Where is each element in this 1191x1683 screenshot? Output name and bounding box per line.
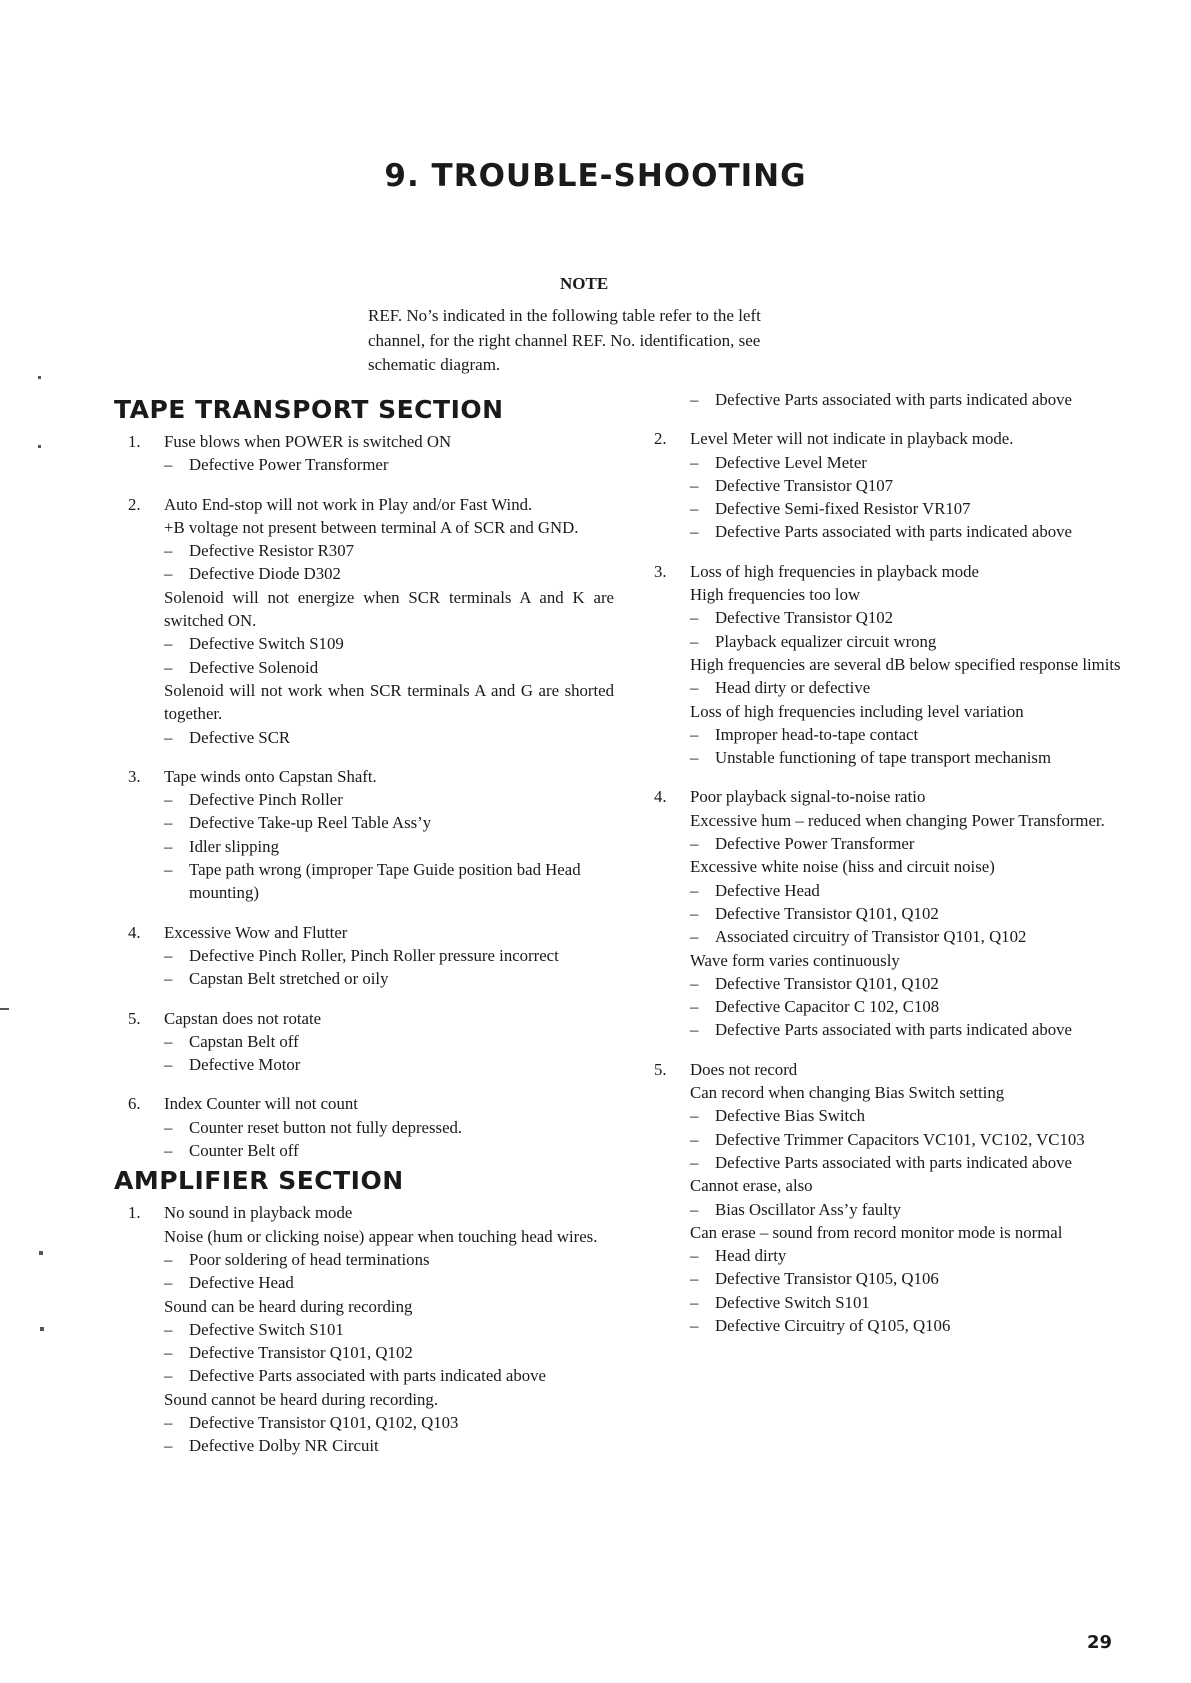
sub-symptom: Loss of high frequencies including level variation [690,701,1024,721]
cause: Tape path wrong (improper Tape Guide position bad Head mounting) [189,860,581,903]
symptom: Excessive Wow and Flutter [164,922,348,942]
cause: Counter reset button not fully depressed. [189,1117,463,1137]
item-number: 5. [128,1008,141,1028]
item-number: 1. [128,432,141,451]
sub-symptom: High frequencies are several dB below specified response limits [690,654,1121,674]
scan-speck [40,1327,44,1331]
sub-symptom: Noise (hum or clicking noise) appear when touching head wires. [164,1226,598,1246]
trouble-item-continued: – Defective Parts associated with parts indicated above [690,390,1072,409]
cause: Defective SCR [189,727,291,747]
cause: Defective Dolby NR Circuit [189,1436,379,1456]
cause: Playback equalizer circuit wrong [715,631,937,651]
cause: Defective Head [715,880,820,900]
cause: Head dirty [715,1246,787,1266]
cause: Capstan Belt off [189,1031,299,1051]
amplifier-heading: AMPLIFIER SECTION [114,1166,404,1196]
trouble-item: 2. Auto End-stop will not work in Play and/or Fast Wind. +B voltage not present between terminal A of SCR and GND. – Defective Resistor R307 – Defective Diode D302 Solenoid will not energize when SCR terminals A and K are switched ON. – Defective Switch S109 – Defective Solenoid Solenoid will not work when SCR terminals A and G are shorted together. – Defective SCR [114,493,614,749]
cause: Defective Transistor Q101, Q102, Q103 [189,1412,459,1432]
page-title: 9. TROUBLE-SHOOTING [384,158,807,194]
cause: Defective Parts associated with parts indicated above [715,390,1072,409]
item-number: 4. [654,787,667,807]
cause: Defective Bias Switch [715,1106,866,1126]
sub-symptom: Solenoid will not work when SCR terminals A and G are shorted together. [164,680,614,724]
cause: Defective Pinch Roller, Pinch Roller pressure incorrect [189,945,559,965]
trouble-item: 3. Loss of high frequencies in playback mode High frequencies too low – Defective Transistor Q102 – Playback equalizer circuit wrong High frequencies are several dB below specified response limits – Head dirty or defective Loss of high frequencies including level variation – Improper head-to-tape contact – Unstable functioning of tape transport mechanism [640,560,1122,770]
cause: Defective Transistor Q107 [715,475,894,495]
item-number: 3. [128,766,141,786]
cause: Defective Solenoid [189,657,319,677]
cause: Bias Oscillator Ass’y faulty [715,1199,901,1219]
cause: Poor soldering of head terminations [189,1249,430,1269]
cause: Idler slipping [189,836,279,856]
cause: Defective Head [189,1273,294,1293]
note-heading: NOTE [560,274,609,293]
cause: Improper head-to-tape contact [715,724,919,744]
item-number: 2. [654,429,667,449]
sub-symptom: Solenoid will not energize when SCR terminals A and K are switched ON. [164,587,614,631]
trouble-item: 6. Index Counter will not count – Counter reset button not fully depressed. – Counter Belt off [114,1092,614,1162]
sub-symptom: Can record when changing Bias Switch setting [690,1083,1005,1103]
trouble-item: 2. Level Meter will not indicate in playback mode. – Defective Level Meter – Defective Transistor Q107 – Defective Semi-fixed Resistor VR107 – Defective Parts associated with parts indicated above [640,427,1122,543]
trouble-item: 4. Excessive Wow and Flutter – Defective Pinch Roller, Pinch Roller pressure incorrect – Capstan Belt stretched or oily [114,921,614,991]
cause: Head dirty or defective [715,678,871,698]
cause: Defective Trimmer Capacitors VC101, VC102, VC103 [715,1129,1085,1149]
sub-symptom: Cannot erase, also [690,1176,813,1196]
sub-symptom: Sound can be heard during recording [164,1296,413,1316]
tape-transport-heading: TAPE TRANSPORT SECTION [114,395,504,424]
sub-symptom: Excessive hum – reduced when changing Power Transformer. [690,810,1105,830]
cause: Defective Transistor Q101, Q102 [189,1343,413,1363]
item-number: 1. [128,1203,141,1223]
scan-speck [38,445,41,448]
cause: Defective Take-up Reel Table Ass’y [189,813,432,833]
symptom: No sound in playback mode [164,1203,353,1223]
cause: Defective Circuitry of Q105, Q106 [715,1315,951,1335]
scan-speck [0,1008,9,1010]
left-column [114,395,614,1474]
note-line: channel, for the right channel REF. No. identification, see [368,330,761,350]
trouble-item: 4. Poor playback signal-to-noise ratio Excessive hum – reduced when changing Power Transformer. – Defective Power Transformer Excessive white noise (hiss and circuit noise) – Defective Head – Defective Transistor Q101, Q102 – Associated circuitry of Transistor Q101, Q102 Wave form varies continuously – Defective Transistor Q101, Q102 – Defective Capacitor C 102, C108 – Defective Parts associated with parts indicated above [640,785,1122,1041]
symptom: Index Counter will not count [164,1094,358,1114]
note-body [368,304,844,378]
cause: Defective Capacitor C 102, C108 [715,997,940,1017]
page-number: 29 [1087,1632,1113,1653]
trouble-item: 3. Tape winds onto Capstan Shaft. – Defective Pinch Roller – Defective Take-up Reel Table Ass’y – Idler slipping – Tape path wrong (improper Tape Guide position bad Head mounting) [114,765,614,905]
sub-symptom: Wave form varies continuously [690,950,900,970]
item-number: 2. [128,494,141,514]
cause: Defective Switch S101 [189,1319,344,1339]
sub-symptom: Excessive white noise (hiss and circuit noise) [690,857,995,877]
cause: Defective Transistor Q102 [715,608,894,628]
cause: Defective Power Transformer [189,455,389,475]
symptom: Does not record [690,1059,798,1079]
symptom: Loss of high frequencies in playback mode [690,561,979,581]
scan-speck [39,1251,43,1255]
cause: Defective Transistor Q101, Q102 [715,903,939,923]
cause: Defective Semi-fixed Resistor VR107 [715,499,971,519]
item-number: 5. [654,1059,667,1079]
cause: Counter Belt off [189,1141,299,1161]
cause: Defective Parts associated with parts indicated above [715,1152,1072,1172]
trouble-item: 1. No sound in playback mode Noise (hum or clicking noise) appear when touching head wires. – Poor soldering of head terminations – Defective Head Sound can be heard during recording – Defective Switch S101 – Defective Transistor Q101, Q102 – Defective Parts associated with parts indicated above Sound cannot be heard during recording. – Defective Transistor Q101, Q102, Q103 – Defective Dolby NR Circuit [114,1201,614,1457]
item-number: 6. [128,1094,141,1114]
cause: Defective Switch S109 [189,634,344,654]
item-number: 4. [128,922,141,942]
item-number: 3. [654,561,667,581]
symptom: Fuse blows when POWER is switched ON [164,432,452,451]
cause: Defective Parts associated with parts indicated above [715,1020,1072,1040]
cause: Defective Transistor Q105, Q106 [715,1269,939,1289]
cause: Defective Transistor Q101, Q102 [715,973,939,993]
note-line: REF. No’s indicated in the following table refer to the left [368,306,761,325]
cause: Defective Pinch Roller [189,790,343,810]
scan-speck [38,376,41,379]
sub-symptom: Sound cannot be heard during recording. [164,1389,439,1409]
cause: Associated circuitry of Transistor Q101, Q102 [715,927,1027,947]
symptom: Tape winds onto Capstan Shaft. [164,766,377,786]
sub-symptom: Can erase – sound from record monitor mode is normal [690,1222,1063,1242]
trouble-item: 1. Fuse blows when POWER is switched ON – Defective Power Transformer [114,430,614,477]
cause: Defective Resistor R307 [189,541,354,561]
cause: Defective Diode D302 [189,564,341,584]
symptom: Auto End-stop will not work in Play and/or Fast Wind. [164,494,533,514]
symptom: Level Meter will not indicate in playback mode. [690,429,1014,449]
cause: Defective Power Transformer [715,834,915,854]
right-column [640,388,1122,1353]
symptom: Poor playback signal-to-noise ratio [690,787,926,807]
cause: Capstan Belt stretched or oily [189,969,389,989]
cause: Defective Level Meter [715,452,867,472]
cause: Defective Parts associated with parts indicated above [715,522,1072,542]
trouble-item: 5. Capstan does not rotate – Capstan Belt off – Defective Motor [114,1007,614,1077]
note-line: schematic diagram. [368,355,501,374]
sub-symptom: High frequencies too low [690,585,861,605]
cause: Unstable functioning of tape transport mechanism [715,748,1052,768]
sub-symptom: +B voltage not present between terminal A of SCR and GND. [164,517,579,537]
cause: Defective Motor [189,1055,301,1075]
symptom: Capstan does not rotate [164,1008,322,1028]
cause: Defective Parts associated with parts indicated above [189,1366,546,1386]
cause: Defective Switch S101 [715,1292,870,1312]
trouble-item: 5. Does not record Can record when changing Bias Switch setting – Defective Bias Switch – Defective Trimmer Capacitors VC101, VC102, VC103 – Defective Parts associated with parts indicated above Cannot erase, also – Bias Oscillator Ass’y faulty Can erase – sound from record monitor mode is normal – Head dirty – Defective Transistor Q105, Q106 – Defective Switch S101 – Defective Circuitry of Q105, Q106 [640,1058,1122,1338]
